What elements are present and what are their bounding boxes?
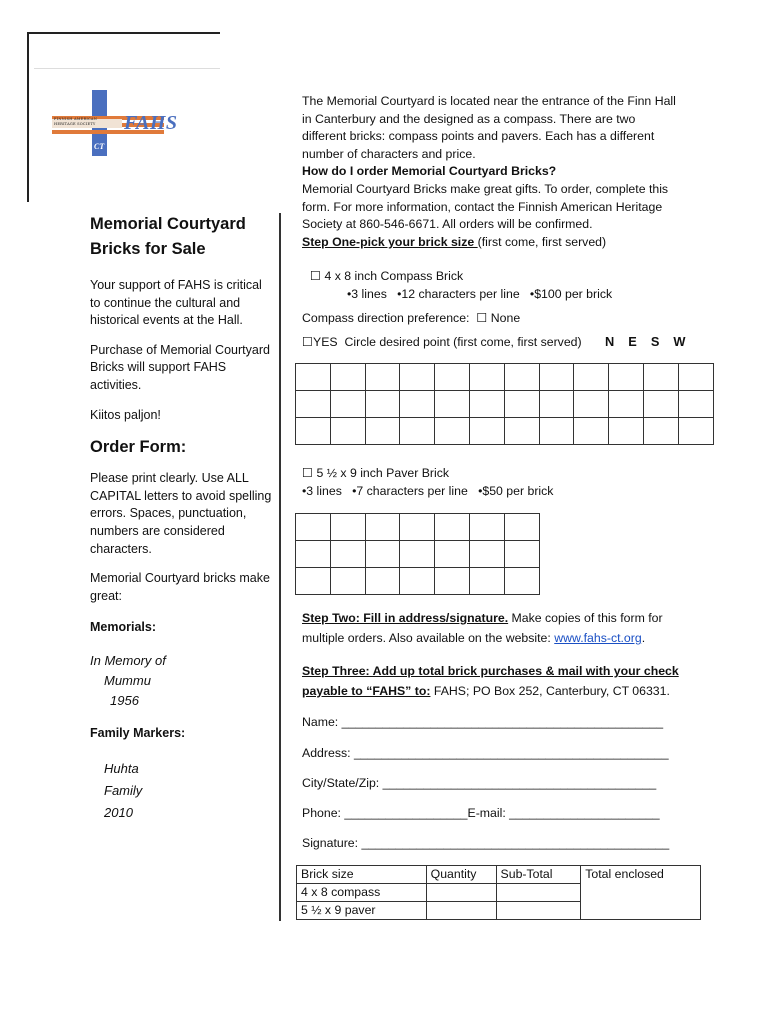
family-example: Huhta Family 2010	[104, 760, 143, 820]
step-three	[302, 661, 687, 701]
letter-cell[interactable]	[400, 391, 435, 418]
letter-cell[interactable]	[504, 541, 539, 568]
letter-cell[interactable]	[400, 418, 435, 445]
step-two-text: Make copies of this form for multiple orders. Also available on the website:	[302, 611, 663, 645]
direction-label: Compass direction preference:	[302, 311, 470, 325]
letter-cell[interactable]	[365, 541, 400, 568]
row-paver: 5 ½ x 9 paver	[297, 902, 427, 920]
letter-cell[interactable]	[435, 364, 470, 391]
compass-title: 4 x 8 inch Compass Brick	[324, 269, 464, 283]
step-two	[302, 608, 687, 648]
table-row	[297, 866, 701, 884]
letter-cell[interactable]	[435, 391, 470, 418]
letter-cell[interactable]	[330, 364, 365, 391]
header-total-enclosed: Total enclosed	[581, 866, 701, 920]
letter-cell[interactable]	[609, 418, 644, 445]
intro-block	[302, 93, 682, 251]
letter-cell[interactable]	[400, 514, 435, 541]
signature-field[interactable]: Signature: _____________________________________________	[302, 836, 670, 850]
letter-cell[interactable]	[539, 418, 574, 445]
logo-frame-left	[27, 32, 29, 202]
step-one	[302, 234, 682, 252]
letter-cell[interactable]	[678, 418, 713, 445]
compass-point-s[interactable]: S	[650, 334, 660, 349]
name-field[interactable]: Name: _______________________________________________	[302, 715, 664, 729]
letter-cell[interactable]	[330, 541, 365, 568]
grid-row	[296, 364, 714, 391]
letter-cell[interactable]	[365, 391, 400, 418]
logo-abbr: FAHS	[124, 112, 178, 134]
letter-cell[interactable]	[469, 364, 504, 391]
compass-point-w[interactable]: W	[673, 334, 686, 349]
letter-cell[interactable]	[504, 514, 539, 541]
quantity-cell[interactable]	[426, 884, 496, 902]
compass-letter-grid	[295, 363, 714, 445]
letter-cell[interactable]	[365, 568, 400, 595]
memorial-example: In Memory of Mummu 1956	[90, 652, 166, 708]
yes-checkbox[interactable]: ☐YES	[302, 335, 338, 349]
letter-cell[interactable]	[296, 391, 331, 418]
letter-cell[interactable]	[469, 391, 504, 418]
letter-cell[interactable]	[296, 514, 331, 541]
sidebar	[90, 212, 275, 824]
family-heading: Family Markers:	[90, 725, 186, 740]
letter-cell[interactable]	[574, 364, 609, 391]
letter-cell[interactable]	[504, 391, 539, 418]
how-to-order-text: Memorial Courtyard Bricks make great gifts. To order, complete this form. For more information, contact the Finnish American Heritage Society at 860-546-6671. All orders will be confirmed.	[302, 181, 669, 232]
letter-cell[interactable]	[435, 418, 470, 445]
thanks-text: Kiitos paljon!	[90, 407, 161, 422]
letter-cell[interactable]	[469, 541, 504, 568]
letter-cell[interactable]	[609, 364, 644, 391]
paver-option	[302, 465, 682, 483]
logo-suffix: CT	[94, 142, 105, 151]
letter-cell[interactable]	[400, 541, 435, 568]
paver-title: 5 ½ x 9 inch Paver Brick	[316, 466, 450, 480]
letter-cell[interactable]	[330, 391, 365, 418]
logo-faint-rule	[34, 68, 220, 69]
step-two-label: Step Two: Fill in address/signature.	[302, 611, 509, 625]
letter-cell[interactable]	[365, 418, 400, 445]
letter-cell[interactable]	[469, 514, 504, 541]
letter-cell[interactable]	[504, 568, 539, 595]
letter-cell[interactable]	[678, 391, 713, 418]
letter-cell[interactable]	[469, 568, 504, 595]
header-subtotal: Sub-Total	[496, 866, 581, 884]
letter-cell[interactable]	[400, 364, 435, 391]
letter-cell[interactable]	[678, 364, 713, 391]
compass-checkbox[interactable]: ☐	[310, 269, 322, 283]
letter-cell[interactable]	[643, 391, 678, 418]
letter-cell[interactable]	[296, 541, 331, 568]
sidebar-title: Memorial Courtyard Bricks for Sale	[90, 215, 246, 258]
purchase-text: Purchase of Memorial Courtyard Bricks will support FAHS activities.	[90, 342, 270, 392]
letter-cell[interactable]	[365, 364, 400, 391]
header-quantity: Quantity	[426, 866, 496, 884]
grid-row	[296, 418, 714, 445]
order-summary-table	[296, 865, 701, 920]
letter-cell[interactable]	[330, 418, 365, 445]
compass-point-e[interactable]: E	[628, 334, 637, 349]
address-field[interactable]: Address: ______________________________________________	[302, 746, 669, 760]
letter-cell[interactable]	[643, 418, 678, 445]
letter-cell[interactable]	[469, 418, 504, 445]
letter-cell[interactable]	[504, 364, 539, 391]
letter-cell[interactable]	[539, 391, 574, 418]
order-form-heading: Order Form:	[90, 438, 187, 457]
letter-cell[interactable]	[504, 418, 539, 445]
paver-letter-grid	[295, 513, 540, 595]
step-three-label: Step Three: Add up total brick purchases & mail with your check payable to “FAHS” to:	[302, 664, 679, 698]
mailing-address: FAHS; PO Box 252, Canterbury, CT 06331.	[430, 684, 670, 698]
letter-cell[interactable]	[435, 541, 470, 568]
grid-row	[296, 568, 540, 595]
yes-option	[302, 333, 685, 352]
make-great-text: Memorial Courtyard bricks make great:	[90, 571, 270, 603]
print-note: Please print clearly. Use ALL CAPITAL letters to avoid spelling errors. Spaces, punctuation, numbers are considered characters.	[90, 471, 272, 556]
paver-checkbox[interactable]: ☐	[302, 466, 314, 480]
letter-cell[interactable]	[643, 364, 678, 391]
paver-specs: •3 lines •7 characters per line •$50 per brick	[302, 484, 554, 498]
logo-org-name: FINNISH AMERICAN HERITAGE SOCIETY	[54, 117, 98, 126]
direction-preference	[302, 310, 520, 328]
subtotal-cell[interactable]	[496, 884, 581, 902]
letter-cell[interactable]	[296, 568, 331, 595]
grid-row	[296, 391, 714, 418]
support-text: Your support of FAHS is critical to continue the cultural and historical events at the Hall.	[90, 278, 262, 328]
subtotal-cell[interactable]	[496, 902, 581, 920]
letter-cell[interactable]	[435, 514, 470, 541]
logo-frame-top	[27, 32, 220, 34]
step-one-label: Step One-pick your brick size	[302, 234, 478, 249]
letter-cell[interactable]	[296, 418, 331, 445]
none-checkbox[interactable]: ☐	[476, 311, 488, 325]
city-state-zip-field[interactable]: City/State/Zip: ________________________________________	[302, 776, 657, 790]
how-to-order-heading: How do I order Memorial Courtyard Bricks?	[302, 164, 557, 179]
letter-cell[interactable]	[296, 364, 331, 391]
step-two-end: .	[641, 631, 646, 645]
intro-description: The Memorial Courtyard is located near the entrance of the Finn Hall in Canterbury and the designed as a compass. There are two different bricks: compass points and pavers. Each has a different number of characters and price.	[302, 94, 676, 161]
letter-cell[interactable]	[330, 568, 365, 595]
letter-cell[interactable]	[539, 364, 574, 391]
header-brick-size: Brick size	[297, 866, 427, 884]
circle-point-text: Circle desired point (first come, first served)	[344, 335, 582, 349]
quantity-cell[interactable]	[426, 902, 496, 920]
letter-cell[interactable]	[609, 391, 644, 418]
grid-row	[296, 514, 540, 541]
compass-specs: •3 lines •12 characters per line •$100 per brick	[347, 287, 613, 301]
step-one-note: (first come, first served)	[477, 234, 607, 249]
website-link[interactable]: www.fahs-ct.org	[554, 631, 642, 645]
fahs-logo	[52, 90, 192, 156]
letter-cell[interactable]	[400, 568, 435, 595]
letter-cell[interactable]	[365, 514, 400, 541]
compass-option	[310, 268, 690, 286]
row-compass: 4 x 8 compass	[297, 884, 427, 902]
column-divider	[279, 213, 281, 921]
compass-points	[591, 334, 685, 349]
letter-cell[interactable]	[574, 418, 609, 445]
letter-cell[interactable]	[574, 391, 609, 418]
compass-point-n[interactable]: N	[605, 334, 615, 349]
letter-cell[interactable]	[330, 514, 365, 541]
phone-email-field[interactable]: Phone: __________________E-mail: ______________________	[302, 806, 660, 820]
letter-cell[interactable]	[435, 568, 470, 595]
memorials-heading: Memorials:	[90, 620, 156, 635]
grid-row	[296, 541, 540, 568]
none-label: None	[490, 311, 521, 325]
